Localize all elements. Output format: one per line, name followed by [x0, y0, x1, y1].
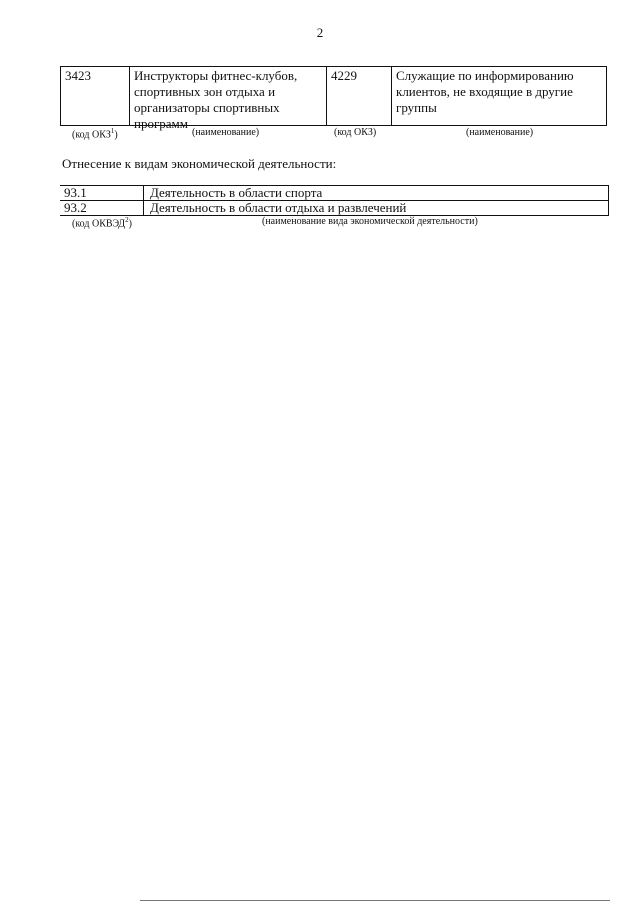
okz-code-caption-1 [72, 127, 118, 140]
okz-name-1-line-4: программ [134, 116, 189, 131]
okz-code-caption-2: (код ОКЗ) [334, 127, 377, 138]
okz-code-caption-1-end: ) [114, 129, 118, 141]
okz-code-caption-1-text: (код ОКЗ [72, 129, 111, 141]
okved-code-1: 93.1 [60, 186, 144, 200]
okz-name-cell-2 [392, 67, 606, 125]
okz-name-cell-1 [130, 67, 327, 131]
okved-table [60, 185, 609, 216]
okz-name-1-line-2: спортивных зон отдыха и [134, 84, 276, 99]
okved-row-right-border [608, 201, 609, 215]
okz-name-1-line-1: Инструкторы фитнес-клубов, [134, 68, 298, 83]
okved-row [60, 186, 609, 200]
okz-code-cell-1 [61, 67, 130, 125]
okz-code-2: 4229 [331, 68, 357, 83]
okz-name-2-line-2: клиентов, не входящие в другие [396, 84, 573, 99]
okved-name-2: Деятельность в области отдыха и развлечений [150, 200, 407, 215]
okz-name-caption-1: (наименование) [192, 127, 260, 138]
section-heading: Отнесение к видам экономической деятельности: [62, 156, 337, 171]
page-number: 2 [316, 25, 324, 40]
okz-name-caption-2: (наименование) [466, 127, 534, 138]
okved-code-caption-text: (код ОКВЭД [72, 218, 126, 230]
okz-table [60, 66, 607, 131]
okz-name-2-line-3: группы [396, 100, 437, 115]
okved-code-caption-end: ) [128, 218, 132, 230]
okved-code-2: 93.2 [60, 201, 144, 215]
okz-code-cell-2 [327, 67, 392, 125]
okved-row-right-border [608, 186, 609, 200]
scan-edge-line [140, 900, 610, 901]
okved-code-caption [72, 216, 132, 229]
okved-name-1: Деятельность в области спорта [150, 185, 323, 200]
okved-name-caption: (наименование вида экономической деятельности) [262, 216, 478, 227]
okz-code-1: 3423 [65, 68, 91, 83]
okz-name-1-line-3: организаторы спортивных [134, 100, 280, 115]
okz-name-2-line-1: Служащие по информированию [396, 68, 574, 83]
okved-row [60, 200, 609, 215]
okz-footnote-mark-1: 1 [110, 127, 115, 135]
okved-footnote-mark: 2 [125, 216, 129, 224]
